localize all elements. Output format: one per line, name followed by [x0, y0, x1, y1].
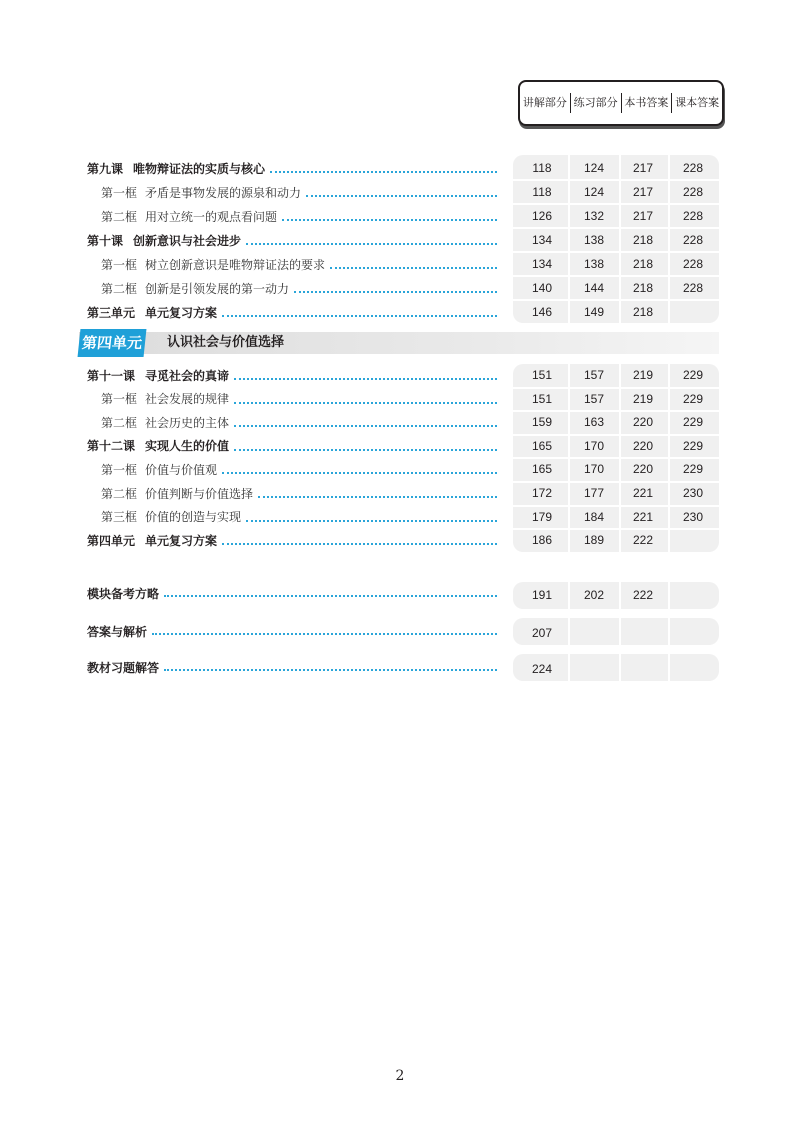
page-value: 184	[583, 509, 605, 524]
page-value: 157	[583, 391, 605, 406]
page-cell	[619, 181, 667, 203]
dot-leader	[222, 472, 497, 474]
page-value: 134	[531, 233, 553, 247]
page-value: 172	[531, 486, 553, 500]
page-value: 218	[632, 305, 654, 319]
page-cell	[570, 584, 618, 606]
entry-title: 实现人生的价值	[145, 439, 230, 454]
page-value: 186	[531, 533, 553, 548]
page-value: 126	[531, 209, 553, 223]
page-value: 151	[531, 368, 553, 382]
page-cell	[518, 157, 566, 179]
row-separator	[513, 227, 719, 229]
dot-leader	[234, 425, 497, 427]
page-value: 177	[583, 486, 605, 500]
entry-label	[101, 508, 241, 525]
page-cell	[518, 229, 566, 251]
page-value	[570, 658, 618, 680]
dot-leader	[234, 402, 497, 404]
page-cell	[669, 435, 717, 457]
page-value	[619, 622, 667, 644]
page-value: 229	[682, 438, 704, 453]
page-cell	[518, 301, 566, 323]
page-cell	[669, 529, 717, 551]
page-cell	[619, 435, 667, 457]
entry-prefix: 第二框	[101, 486, 138, 501]
entry-label	[87, 304, 217, 321]
extra-entry	[87, 620, 147, 642]
row-separator	[513, 387, 719, 389]
page-value: 221	[632, 486, 654, 500]
row-separator	[513, 203, 719, 205]
entry-title: 树立创新意识是唯物辩证法的要求	[145, 257, 326, 272]
column-separator	[619, 654, 621, 681]
page-cell	[518, 506, 566, 528]
page-number: 2	[395, 1068, 405, 1084]
page-cell	[619, 411, 667, 433]
page-value: 229	[682, 391, 704, 406]
toc-entry	[87, 364, 229, 386]
toc-entry	[87, 482, 253, 504]
column-header-lecture: 讲解部分	[520, 93, 571, 113]
entry-title: 矛盾是事物发展的源泉和动力	[145, 185, 302, 200]
dot-leader	[330, 267, 497, 269]
page-cell	[619, 658, 667, 680]
dot-leader	[246, 520, 497, 522]
entry-label	[101, 280, 289, 297]
unit-badge: 第四单元	[78, 329, 147, 357]
toc-entry	[87, 301, 217, 323]
entry-title: 教材习题解答	[87, 660, 160, 675]
page-value: 220	[632, 462, 654, 477]
entry-label	[87, 585, 159, 602]
page-value	[669, 584, 717, 606]
page-cell	[669, 658, 717, 680]
page-cell	[570, 157, 618, 179]
page-cell	[669, 277, 717, 299]
dot-leader	[164, 669, 497, 671]
page-value: 144	[583, 281, 605, 295]
page-cell	[518, 181, 566, 203]
entry-title: 模块备考方略	[87, 586, 160, 601]
page-cell	[619, 229, 667, 251]
page-cell	[518, 277, 566, 299]
row-separator	[513, 528, 719, 530]
page-value: 189	[583, 533, 605, 548]
page-cell	[619, 388, 667, 410]
dot-leader	[234, 378, 497, 380]
page-value: 157	[583, 368, 605, 382]
page-value: 165	[531, 438, 553, 453]
page-cell	[669, 157, 717, 179]
page-value: 217	[632, 209, 654, 223]
dot-leader	[258, 496, 497, 498]
column-header-book-answers: 本书答案	[622, 93, 673, 113]
entry-title: 价值与价值观	[145, 462, 218, 477]
page-cell	[518, 435, 566, 457]
page-cell	[518, 622, 566, 644]
page-value: 149	[583, 305, 605, 319]
page-cell	[518, 658, 566, 680]
page-cell	[518, 388, 566, 410]
page-cell	[570, 435, 618, 457]
page-cell	[518, 458, 566, 480]
page-value: 118	[532, 185, 552, 199]
page-cell	[619, 253, 667, 275]
page-value: 218	[632, 233, 654, 247]
row-separator	[513, 179, 719, 181]
dot-leader	[294, 291, 497, 293]
row-separator	[513, 457, 719, 459]
entry-title: 社会发展的规律	[145, 392, 230, 407]
page-cell	[570, 205, 618, 227]
column-header-textbook-answers: 课本答案	[675, 96, 720, 109]
toc-entry	[87, 411, 229, 433]
dot-leader	[234, 449, 497, 451]
column-separator	[568, 618, 570, 645]
page-cell	[570, 482, 618, 504]
entry-prefix: 第三单元	[87, 305, 136, 320]
page-cell	[669, 458, 717, 480]
entry-prefix: 第一框	[101, 185, 138, 200]
entry-title: 价值的创造与实现	[145, 510, 242, 525]
page-value: 165	[531, 462, 553, 477]
page-value: 217	[632, 185, 654, 199]
page-value: 228	[682, 257, 704, 271]
page-cell	[570, 253, 618, 275]
page-value: 219	[632, 368, 654, 382]
toc-entry	[87, 253, 325, 275]
page-cell	[669, 584, 717, 606]
page-cell	[669, 181, 717, 203]
page-value: 220	[632, 438, 654, 453]
entry-prefix: 第一框	[101, 462, 138, 477]
column-separator	[568, 654, 570, 681]
page-cell	[619, 584, 667, 606]
unit-banner	[79, 329, 719, 357]
page-value: 217	[632, 161, 654, 175]
entry-prefix: 第四单元	[87, 533, 136, 548]
column-header-practice: 练习部分	[571, 93, 622, 113]
page-cell	[570, 181, 618, 203]
page-cell	[669, 388, 717, 410]
page-cell	[570, 364, 618, 386]
entry-label	[87, 437, 229, 454]
dot-leader	[246, 243, 497, 245]
page-cell	[619, 482, 667, 504]
entry-prefix: 第十课	[87, 233, 124, 248]
page-value: 134	[531, 257, 553, 271]
page-value: 230	[682, 486, 704, 500]
column-separator	[619, 618, 621, 645]
page-cell	[619, 506, 667, 528]
entry-title: 用对立统一的观点看问题	[145, 209, 278, 224]
entry-title: 答案与解析	[87, 624, 148, 639]
page-value: 228	[682, 161, 704, 175]
page-value: 202	[583, 588, 605, 602]
page-value: 170	[583, 462, 605, 477]
entry-prefix: 第十二课	[87, 439, 136, 454]
page-value: 221	[632, 509, 654, 524]
page-value	[669, 658, 717, 680]
toc-entry	[87, 458, 217, 480]
entry-label	[101, 208, 277, 225]
entry-label	[101, 184, 301, 201]
page-cell	[518, 584, 566, 606]
entry-prefix: 第二框	[101, 209, 138, 224]
page-cell	[669, 506, 717, 528]
entry-label	[87, 232, 241, 249]
page-value: 132	[583, 209, 605, 223]
page-value: 228	[682, 209, 704, 223]
page-cell	[669, 253, 717, 275]
page-value: 222	[632, 588, 654, 602]
column-separator	[619, 582, 621, 609]
entry-title: 价值判断与价值选择	[145, 486, 254, 501]
entry-label	[87, 160, 265, 177]
page-value: 228	[682, 233, 704, 247]
page-cell	[619, 205, 667, 227]
entry-title: 创新是引领发展的第一动力	[145, 281, 290, 296]
entry-label	[87, 623, 147, 640]
entry-label	[101, 414, 229, 431]
unit-title: 认识社会与价值选择	[167, 335, 285, 350]
page-cell	[570, 529, 618, 551]
dot-leader	[222, 543, 497, 545]
row-separator	[513, 481, 719, 483]
row-separator	[513, 299, 719, 301]
page-value: 207	[531, 626, 553, 640]
page-value: 163	[583, 415, 605, 430]
page-value: 124	[583, 185, 605, 199]
entry-title: 社会历史的主体	[145, 415, 230, 430]
page-cell	[669, 411, 717, 433]
page-cell	[570, 229, 618, 251]
entry-prefix: 第二框	[101, 415, 138, 430]
toc-entry	[87, 181, 301, 203]
page-cell	[669, 482, 717, 504]
page-cell	[619, 277, 667, 299]
row-separator	[513, 434, 719, 436]
entry-label	[101, 461, 217, 478]
entry-title: 寻觅社会的真谛	[145, 368, 230, 383]
page-cell	[518, 253, 566, 275]
entry-prefix: 第二框	[101, 281, 138, 296]
page-cell	[619, 301, 667, 323]
entry-prefix: 第一框	[101, 392, 138, 407]
toc-entry	[87, 388, 229, 410]
page-cell	[570, 458, 618, 480]
entry-title: 创新意识与社会进步	[133, 233, 242, 248]
page-cell	[570, 411, 618, 433]
page-cell	[518, 482, 566, 504]
page-value: 219	[632, 391, 654, 406]
entry-prefix: 第九课	[87, 161, 124, 176]
page-value: 179	[531, 509, 553, 524]
page-cell	[669, 229, 717, 251]
page-value: 229	[682, 462, 704, 477]
entry-title: 单元复习方案	[145, 533, 218, 548]
toc-entry	[87, 435, 229, 457]
entry-label	[87, 367, 229, 384]
extra-entry	[87, 656, 159, 678]
row-separator	[513, 275, 719, 277]
toc-entry	[87, 229, 241, 251]
dot-leader	[164, 595, 497, 597]
page-value: 220	[632, 415, 654, 430]
page-value: 159	[531, 415, 553, 430]
page-value: 224	[531, 662, 553, 676]
page-value: 218	[632, 281, 654, 295]
column-separator	[668, 582, 670, 609]
page-cell	[518, 364, 566, 386]
page-cell	[518, 205, 566, 227]
page-cell	[619, 622, 667, 644]
page-value	[669, 301, 717, 323]
page-value: 191	[531, 588, 553, 602]
row-separator	[513, 251, 719, 253]
page-value: 124	[583, 161, 605, 175]
page-value: 170	[583, 438, 605, 453]
column-separator	[668, 654, 670, 681]
row-separator	[513, 505, 719, 507]
page-cell	[570, 301, 618, 323]
page-value	[570, 622, 618, 644]
page-cell	[570, 506, 618, 528]
page-value: 138	[583, 257, 605, 271]
toc-entry	[87, 506, 241, 528]
page-cell	[619, 529, 667, 551]
page-value: 228	[682, 281, 704, 295]
entry-label	[101, 485, 253, 502]
entry-prefix: 第三框	[101, 510, 138, 525]
page-cell	[669, 364, 717, 386]
toc-entry	[87, 277, 289, 299]
page-value: 222	[632, 533, 654, 548]
entry-title: 单元复习方案	[145, 305, 218, 320]
page-cell	[570, 277, 618, 299]
page-value: 229	[682, 415, 704, 430]
extra-entry	[87, 582, 159, 604]
entry-prefix: 第一框	[101, 257, 138, 272]
dot-leader	[222, 315, 497, 317]
page-value: 140	[531, 281, 553, 295]
entry-label	[101, 390, 229, 407]
page-value: 151	[531, 391, 553, 406]
page-cell	[669, 205, 717, 227]
page-cell	[518, 411, 566, 433]
page-cell	[570, 622, 618, 644]
page-value: 146	[531, 305, 553, 319]
dot-leader	[282, 219, 497, 221]
page-value	[619, 658, 667, 680]
page-value: 230	[682, 509, 704, 524]
page-value: 218	[632, 257, 654, 271]
toc-entry	[87, 205, 277, 227]
page-value	[669, 622, 717, 644]
page-value: 118	[532, 161, 552, 175]
page-value	[669, 529, 717, 551]
page-cell	[570, 388, 618, 410]
column-header	[518, 80, 724, 126]
column-separator	[568, 582, 570, 609]
entry-label	[87, 532, 217, 549]
toc-entry	[87, 529, 217, 551]
page-cell	[570, 658, 618, 680]
page-cell	[518, 529, 566, 551]
page-cell	[669, 301, 717, 323]
page-value: 228	[682, 185, 704, 199]
page-cell	[619, 458, 667, 480]
column-separator	[668, 618, 670, 645]
toc-entry	[87, 157, 265, 179]
page-value: 229	[682, 368, 704, 382]
entry-label	[101, 256, 325, 273]
entry-prefix: 第十一课	[87, 368, 136, 383]
row-separator	[513, 410, 719, 412]
page-cell	[619, 364, 667, 386]
dot-leader	[152, 633, 497, 635]
page-cell	[669, 622, 717, 644]
entry-label	[87, 659, 159, 676]
dot-leader	[306, 195, 497, 197]
entry-title: 唯物辩证法的实质与核心	[133, 161, 266, 176]
page-cell	[619, 157, 667, 179]
page-value: 138	[583, 233, 605, 247]
dot-leader	[270, 171, 497, 173]
